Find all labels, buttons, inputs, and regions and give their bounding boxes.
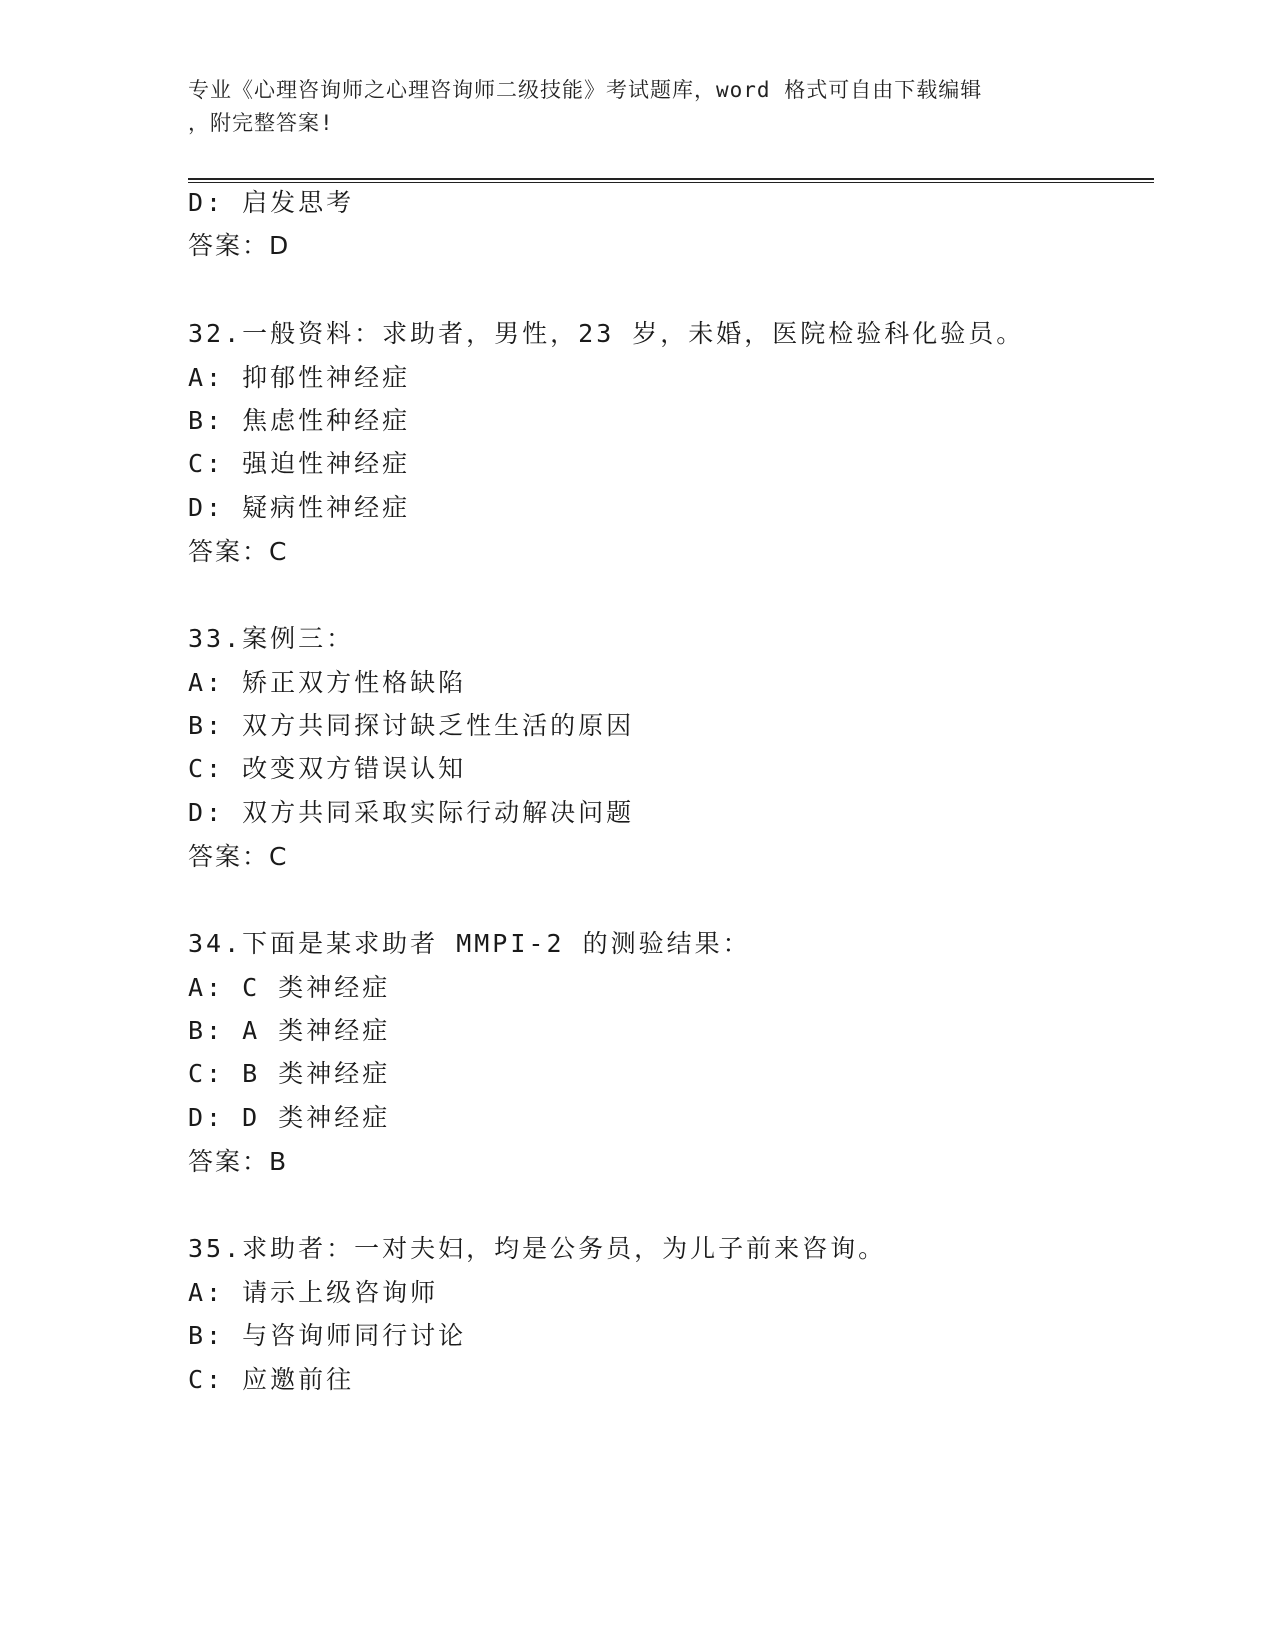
question-34-option-d: D: D 类神经症 — [188, 1103, 391, 1132]
header-title-line-1: 专业《心理咨询师之心理咨询师二级技能》考试题库，word 格式可自由下载编辑 — [188, 78, 983, 102]
question-33-option-c: C: 改变双方错误认知 — [188, 754, 467, 783]
question-32-option-a: A: 抑郁性神经症 — [188, 363, 411, 392]
question-32-option-d: D: 疑病性神经症 — [188, 493, 411, 522]
question-35-option-c: C: 应邀前往 — [188, 1365, 355, 1394]
question-33-option-d: D: 双方共同采取实际行动解决问题 — [188, 798, 635, 827]
question-35-option-b: B: 与咨询师同行讨论 — [188, 1321, 467, 1350]
question-32-option-c: C: 强迫性神经症 — [188, 449, 411, 478]
question-35-option-a: A: 请示上级咨询师 — [188, 1278, 439, 1307]
question-35-stem: 35.求助者：一对夫妇，均是公务员，为儿子前来咨询。 — [188, 1234, 887, 1263]
header-title-line-2: ，附完整答案! — [188, 111, 334, 135]
question-34-option-c: C: B 类神经症 — [188, 1059, 391, 1088]
question-32-option-b: B: 焦虑性种经症 — [188, 406, 411, 435]
document-header — [188, 74, 1088, 140]
question-34-option-b: B: A 类神经症 — [188, 1016, 391, 1045]
question-33-stem: 33.案例三： — [188, 624, 355, 653]
question-33-answer: 答案：C — [188, 842, 289, 871]
question-33-option-a: A: 矫正双方性格缺陷 — [188, 668, 467, 697]
question-34-answer: 答案：B — [188, 1147, 289, 1176]
header-divider-thin — [188, 182, 1154, 183]
question-34-stem: 34.下面是某求助者 MMPI-2 的测验结果： — [188, 929, 751, 958]
prev-option-d: D: 启发思考 — [188, 188, 355, 217]
prev-answer: 答案：D — [188, 231, 291, 260]
question-32-answer: 答案：C — [188, 537, 289, 566]
question-32-stem: 32.一般资料：求助者，男性，23 岁，未婚，医院检验科化验员。 — [188, 319, 1025, 348]
question-33-option-b: B: 双方共同探讨缺乏性生活的原因 — [188, 711, 635, 740]
question-34-option-a: A: C 类神经症 — [188, 973, 391, 1002]
header-divider-thick — [188, 178, 1154, 180]
